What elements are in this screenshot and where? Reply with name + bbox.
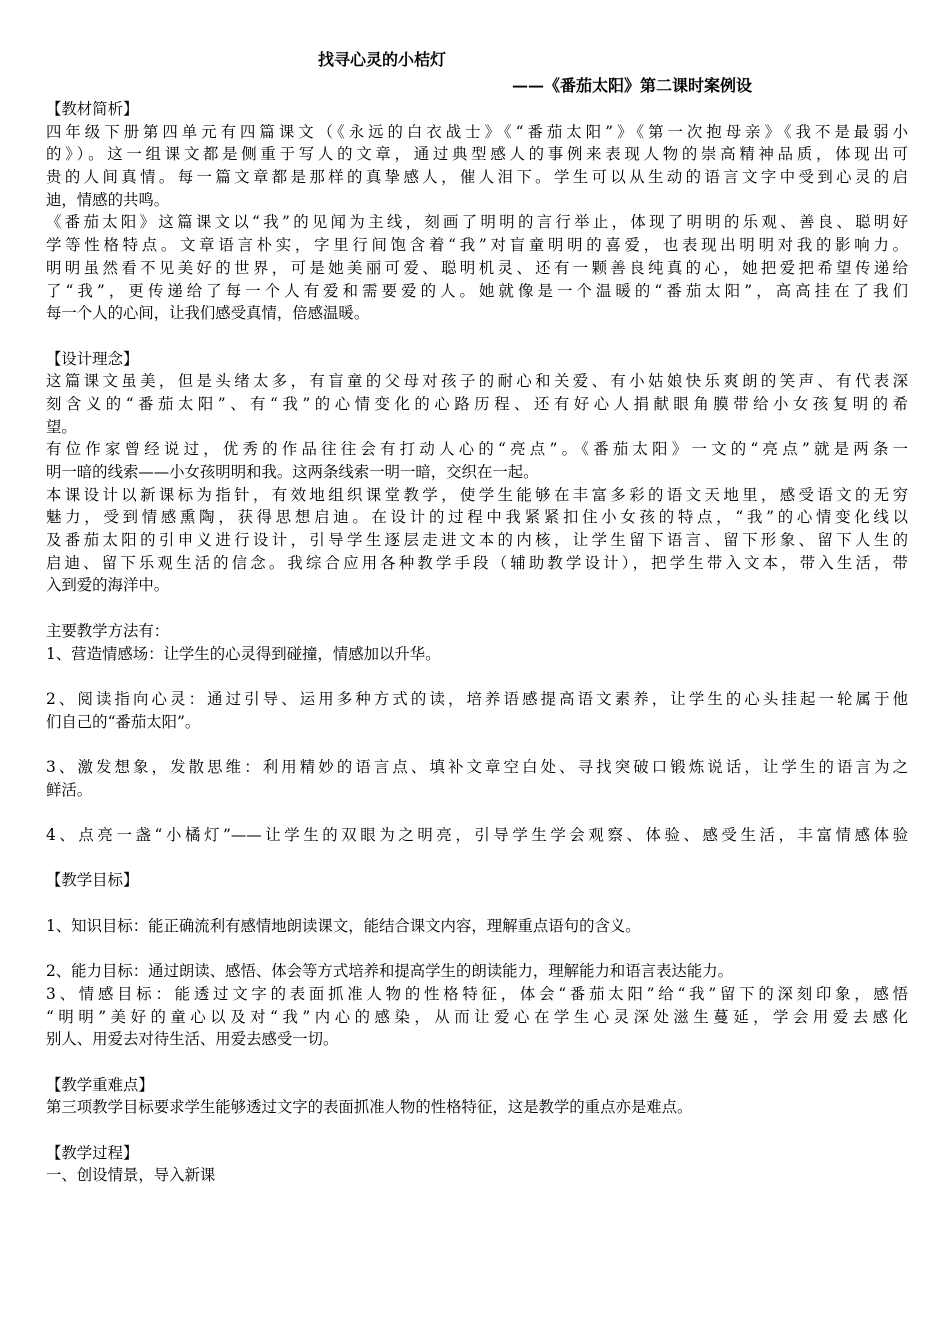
text-line: 了“我”，更传递给了每一个人有爱和需要爱的人。她就像是一个温暖的“番茄太阳”，高高挂在了我们 (46, 281, 908, 300)
text-line: 一、创设情景，导入新课 (46, 1166, 216, 1185)
text-line: 主要教学方法有： (46, 621, 170, 640)
text-line: 本课设计以新课标为指针，有效地组织课堂教学，使学生能够在丰富多彩的语文天地里，感受语文的无穷 (46, 485, 908, 504)
text-line: 明一暗的线索——小女孩明明和我。这两条线索一明一暗，交织在一起。 (46, 463, 539, 481)
text-line: 迪，情感的共鸣。 (46, 190, 170, 209)
document-subtitle: ——《番茄太阳》第二课时案例设 (512, 76, 753, 95)
blank-line (46, 801, 908, 824)
text-line: 学等性格特点。文章语言朴实，字里行间饱含着“我”对盲童明明的喜爱，也表现出明明对我的影响力。 (46, 236, 908, 255)
text-line: 刻含义的“番茄太阳”、有“我”的心情变化的心路历程、还有好心人捐献眼角膜带给小女孩复明的希 (46, 394, 908, 413)
text-line: 4、点亮一盏“小橘灯”——让学生的双眼为之明亮，引导学生学会观察、体验、感受生活，丰富情感体验 (46, 826, 908, 844)
text-line: 及番茄太阳的引申义进行设计，引导学生逐层走进文本的内核，让学生留下语言、留下形象、留下人生的 (46, 531, 908, 550)
text-line: 的》）。这一组课文都是侧重于写人的文章，通过典型感人的事例来表现人物的崇高精神品质，体现出可 (46, 145, 908, 164)
blank-line (46, 1051, 908, 1074)
blank-line (46, 892, 908, 915)
blank-line (46, 847, 908, 870)
blank-line (46, 665, 908, 688)
document-title: 找寻心灵的小桔灯 (318, 50, 447, 69)
text-line: 这篇课文虽美，但是头绪太多，有盲童的父母对孩子的耐心和关爱、有小姑娘快乐爽朗的笑声、有代表深 (46, 372, 908, 391)
blank-line (46, 1119, 908, 1142)
blank-line (46, 733, 908, 756)
text-line: 四年级下册第四单元有四篇课文（《永远的白衣战士》《“番茄太阳”》《第一次抱母亲》《我不是最弱小 (46, 122, 908, 141)
document-body (46, 98, 908, 1187)
text-line: 2、阅读指向心灵：通过引导、运用多种方式的读，培养语感提高语文素养，让学生的心头挂起一轮属于他 (46, 689, 908, 708)
blank-line (46, 325, 908, 348)
text-line: 别人、用爱去对待生活、用爱去感受一切。 (46, 1030, 339, 1049)
text-line: 《番茄太阳》这篇课文以“我”的见闻为主线，刻画了明明的言行举止，体现了明明的乐观、善良、聪明好 (46, 213, 908, 232)
text-line: 魅力，受到情感熏陶，获得思想启迪。在设计的过程中我紧紧扣住小女孩的特点，“我”的心情变化线以 (46, 508, 908, 527)
section-heading: 【教学过程】 (46, 1143, 139, 1162)
text-line: 们自己的“番茄太阳”。 (46, 712, 201, 731)
text-line: 1、知识目标：能正确流利有感情地朗读课文，能结合课文内容，理解重点语句的含义。 (46, 916, 641, 935)
text-line: 有位作家曾经说过，优秀的作品往往会有打动人心的“亮点”。《番茄太阳》一文的“亮点”就是两条一 (46, 440, 908, 459)
text-line: 3、激发想象，发散思维：利用精妙的语言点、填补文章空白处、寻找突破口锻炼说话，让学生的语言为之 (46, 757, 908, 776)
text-line: 第三项教学目标要求学生能够透过文字的表面抓准人物的性格特征，这是教学的重点亦是难点。 (46, 1098, 693, 1117)
text-line: 鲜活。 (46, 780, 93, 799)
text-line: 2、能力目标：通过朗读、感悟、体会等方式培养和提高学生的朗读能力，理解能力和语言表达能力。 (46, 962, 733, 981)
text-line: 3、情感目标：能透过文字的表面抓准人物的性格特征，体会“番茄太阳”给“我”留下的深刻印象，感悟 (46, 984, 908, 1003)
blank-line (46, 597, 908, 620)
section-heading: 【教学目标】 (46, 871, 139, 890)
text-line: 入到爱的海洋中。 (46, 576, 170, 595)
text-line: 望。 (46, 417, 77, 436)
text-line: 启迪、留下乐观生活的信念。我综合应用各种教学手段（辅助教学设计），把学生带入文本，带入生活，带 (46, 553, 908, 572)
text-line: 贵的人间真情。每一篇文章都是那样的真挚感人，催人泪下。学生可以从生动的语言文字中受到心灵的启 (46, 168, 908, 187)
section-heading: 【教学重难点】 (46, 1075, 154, 1094)
text-line: 1、营造情感场：让学生的心灵得到碰撞，情感加以升华。 (46, 644, 441, 663)
section-heading: 【教材简析】 (46, 100, 139, 118)
blank-line (46, 937, 908, 960)
text-line: 明明虽然看不见美好的世界，可是她美丽可爱、聪明机灵、还有一颗善良纯真的心，她把爱把希望传递给 (46, 258, 908, 277)
text-line: “明明”美好的童心以及对“我”内心的感染，从而让爱心在学生心灵深处滋生蔓延，学会用爱去感化 (46, 1007, 908, 1026)
text-line: 每一个人的心间，让我们感受真情，倍感温暖。 (46, 304, 370, 323)
section-heading: 【设计理念】 (46, 349, 139, 368)
